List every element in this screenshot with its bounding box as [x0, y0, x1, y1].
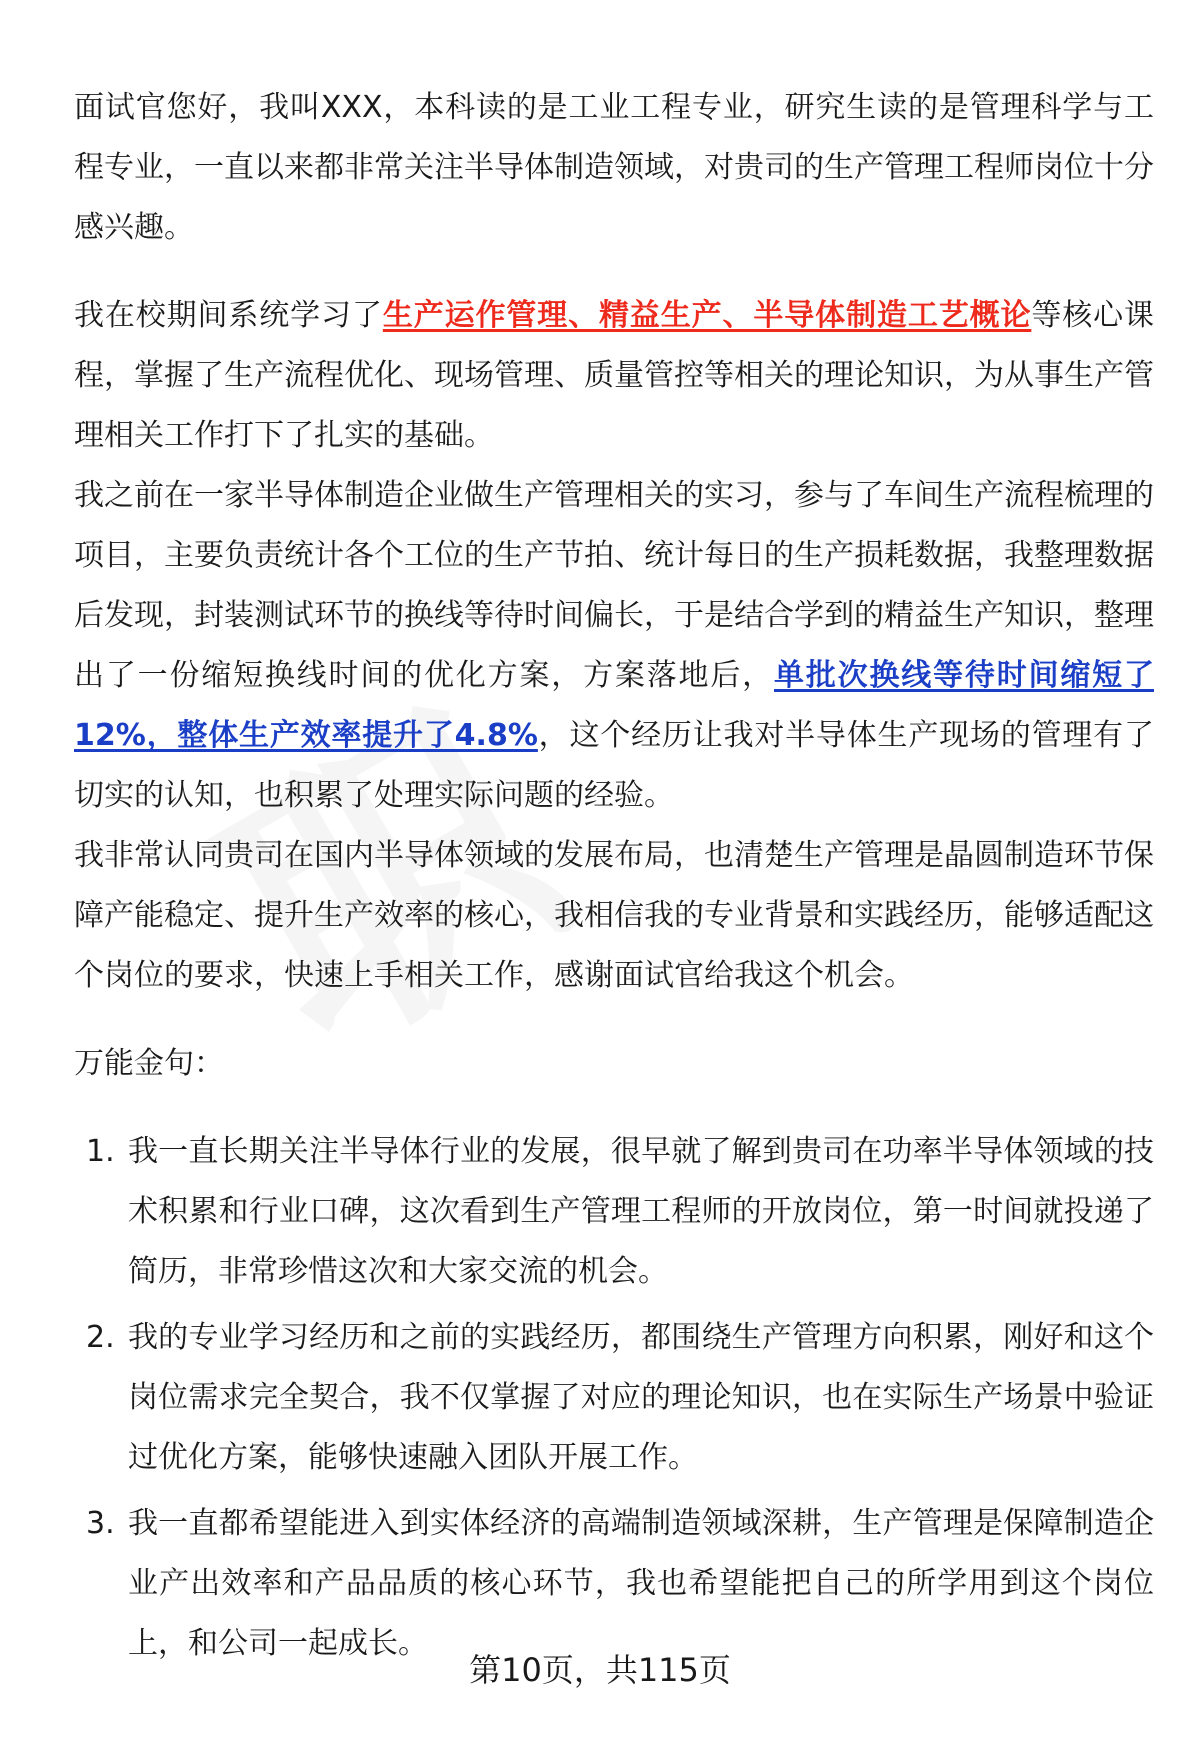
study-text-post: 等核心课程，掌握了生产流程优化、现场管理、质量管控等相关的理论知识，为从事生产管理相关工作打下了扎实的基础。: [74, 298, 1155, 453]
closing-paragraph: 我非常认同贵司在国内半导体领域的发展布局，也清楚生产管理是晶圆制造环节保障产能稳定、提升生产效率的核心，我相信我的专业背景和实践经历，能够适配这个岗位的要求，快速上手相关工作，感谢面试官给我这个机会。: [74, 838, 1154, 993]
list-item-number: 2.: [86, 1320, 115, 1355]
study-text-pre: 我在校期间系统学习了: [74, 298, 383, 333]
list-item-number: 1.: [86, 1134, 115, 1169]
study-highlight: 生产运作管理、精益生产、半导体制造工艺概论: [382, 298, 1032, 333]
golden-sentences-title: 万能金句：: [74, 1046, 224, 1081]
list-item: [74, 1122, 1154, 1302]
golden-sentences-list: [74, 1122, 1154, 1674]
page-number-footer: 第10页，共115页: [469, 1651, 731, 1689]
list-item-number: 3.: [86, 1506, 115, 1541]
list-item: [74, 1494, 1154, 1674]
intro-paragraph: 面试官您好，我叫XXX，本科读的是工业工程专业，研究生读的是管理科学与工程专业，一直以来都非常关注半导体制造领域，对贵司的生产管理工程师岗位十分感兴趣。: [74, 90, 1154, 245]
intern-highlight: 单批次换线等待时间缩短了12%，整体生产效率提升了4.8%: [74, 658, 1154, 753]
intern-text-post: ，这个经历让我对半导体生产现场的管理有了切实的认知，也积累了处理实际问题的经验。: [74, 718, 1154, 813]
list-item-text: 我一直长期关注半导体行业的发展，很早就了解到贵司在功率半导体领域的技术积累和行业口碑，这次看到生产管理工程师的开放岗位，第一时间就投递了简历，非常珍惜这次和大家交流的机会。: [128, 1134, 1154, 1289]
intern-text-pre: 我之前在一家半导体制造企业做生产管理相关的实习，参与了车间生产流程梳理的项目，主要负责统计各个工位的生产节拍、统计每日的生产损耗数据，我整理数据后发现，封装测试环节的换线等待时间偏长，于是结合学到的精益生产知识，整理出了一份缩短换线时间的优化方案，方案落地后，: [74, 478, 1154, 693]
internship-paragraph: [74, 466, 1154, 826]
list-item-text: 我的专业学习经历和之前的实践经历，都围绕生产管理方向积累，刚好和这个岗位需求完全契合，我不仅掌握了对应的理论知识，也在实际生产场景中验证过优化方案，能够快速融入团队开展工作。: [128, 1320, 1154, 1475]
document-body: [74, 78, 1154, 1680]
list-item: [74, 1308, 1154, 1488]
list-item-text: 我一直都希望能进入到实体经济的高端制造领域深耕，生产管理是保障制造企业产出效率和产品品质的核心环节，我也希望能把自己的所学用到这个岗位上，和公司一起成长。: [128, 1506, 1154, 1661]
study-paragraph: [74, 286, 1154, 466]
